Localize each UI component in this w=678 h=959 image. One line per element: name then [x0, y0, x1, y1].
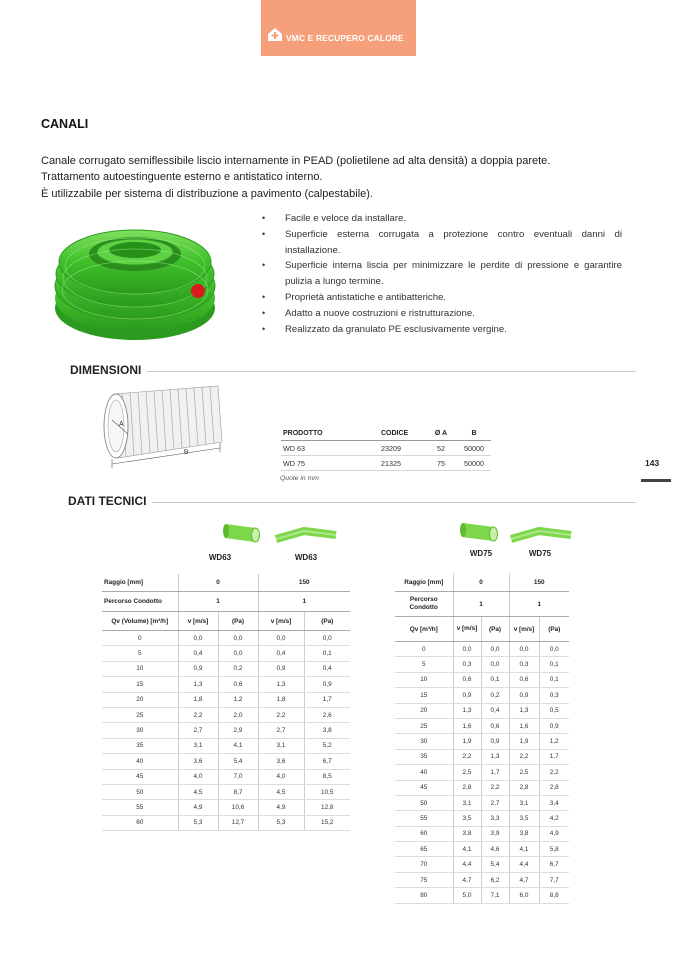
- table-cell: 60: [395, 826, 453, 841]
- table-cell: 3,1: [178, 738, 218, 753]
- table-row: [395, 811, 569, 826]
- length-label: B: [183, 448, 190, 457]
- table-cell: 4,7: [509, 872, 539, 887]
- table-cell: 12,7: [218, 815, 258, 830]
- table-row: [395, 872, 569, 887]
- percorso-row: [395, 592, 569, 617]
- technical-heading: DATI TECNICI: [68, 494, 152, 508]
- table-cell: 15: [102, 677, 178, 692]
- column-header-row: [102, 612, 350, 631]
- table-cell: 0,0: [481, 657, 509, 672]
- table-cell: 20: [102, 692, 178, 707]
- straight-pipe-icon: [222, 516, 267, 544]
- product-label: WD75: [469, 549, 493, 558]
- row-label: Raggio [mm]: [395, 573, 453, 592]
- table-row: [102, 738, 350, 753]
- page-title: CANALI: [41, 117, 89, 131]
- table-cell: 0,4: [481, 703, 509, 718]
- table-cell: 3,1: [453, 795, 481, 810]
- table-cell: 55: [395, 811, 453, 826]
- table-cell: 2,2: [178, 707, 218, 722]
- table-cell: 0,6: [481, 718, 509, 733]
- table-cell: 4,0: [258, 769, 304, 784]
- table-cell: 0: [453, 573, 509, 592]
- table-cell: 3,5: [509, 811, 539, 826]
- table-cell: 20: [395, 703, 453, 718]
- table-cell: 1,3: [258, 677, 304, 692]
- feature-item: • Realizzato da granulato PE esclusivamente vergine.: [262, 322, 622, 338]
- table-cell: 0,1: [304, 646, 350, 661]
- table-cell: 2,6: [304, 707, 350, 722]
- table-row: [395, 826, 569, 841]
- table-cell: 4,5: [258, 784, 304, 799]
- table-cell: 1,3: [481, 749, 509, 764]
- table-cell: 55: [102, 800, 178, 815]
- table-row: [102, 677, 350, 692]
- column-header: v [m/s]: [178, 612, 218, 631]
- table-cell: 1,3: [509, 703, 539, 718]
- table-cell: 4,4: [509, 857, 539, 872]
- table-cell: 5,2: [304, 738, 350, 753]
- table-cell: 5: [102, 646, 178, 661]
- table-cell: 4,1: [509, 842, 539, 857]
- table-cell: 2,8: [539, 780, 569, 795]
- table-cell: 5,4: [218, 754, 258, 769]
- feature-item: • Facile e veloce da installare.: [262, 211, 622, 227]
- product-label: WD63: [294, 553, 318, 562]
- table-cell: 4,7: [453, 872, 481, 887]
- table-cell: 0,0: [453, 642, 481, 657]
- table-cell: 1,2: [218, 692, 258, 707]
- table-cell: 4,1: [453, 842, 481, 857]
- table-cell: 50: [102, 784, 178, 799]
- table-cell: 2,7: [258, 723, 304, 738]
- table-row: [102, 784, 350, 799]
- table-row: [395, 672, 569, 687]
- table-cell: 2,7: [481, 795, 509, 810]
- bent-pipe-icon: [274, 521, 340, 545]
- table-cell: 0,0: [481, 642, 509, 657]
- table-cell: 2,2: [539, 765, 569, 780]
- table-cell: 0,9: [481, 734, 509, 749]
- table-cell: 0,9: [453, 688, 481, 703]
- percorso-row: [102, 592, 350, 612]
- table-row: [102, 815, 350, 830]
- column-header: (Pa): [304, 612, 350, 631]
- table-cell: 6,7: [304, 754, 350, 769]
- table-cell: 5,8: [539, 842, 569, 857]
- product-label: WD75: [528, 549, 552, 558]
- table-row: [281, 441, 491, 456]
- table-cell: 3,8: [509, 826, 539, 841]
- table-cell: 45: [395, 780, 453, 795]
- table-cell: 4,2: [539, 811, 569, 826]
- dimensions-table: [281, 426, 491, 471]
- table-cell: 6,7: [539, 857, 569, 872]
- table-cell: 3,5: [453, 811, 481, 826]
- table-row: [102, 692, 350, 707]
- table-row: [395, 642, 569, 657]
- table-cell: 2,2: [509, 749, 539, 764]
- table-row: [395, 718, 569, 733]
- table-cell: 3,9: [481, 826, 509, 841]
- row-label: Raggio [mm]: [102, 574, 178, 592]
- table-cell: 3,1: [509, 795, 539, 810]
- table-cell: 3,1: [258, 738, 304, 753]
- table-cell: 0,0: [258, 631, 304, 646]
- table-cell: 1,8: [258, 692, 304, 707]
- table-cell: 0,9: [304, 677, 350, 692]
- table-cell: 1: [509, 592, 569, 617]
- table-cell: 0,5: [539, 703, 569, 718]
- table-cell: 12,8: [304, 800, 350, 815]
- table-cell: 3,6: [258, 754, 304, 769]
- intro-text: [41, 153, 550, 202]
- feature-list: [262, 211, 622, 337]
- table-cell: 8,8: [539, 888, 569, 903]
- table-cell: 3,3: [481, 811, 509, 826]
- table-cell: 4,6: [481, 842, 509, 857]
- table-cell: 5,4: [481, 857, 509, 872]
- table-row: [102, 661, 350, 676]
- table-row: [395, 795, 569, 810]
- table-cell: 4,1: [218, 738, 258, 753]
- table-cell: 23209: [379, 441, 425, 456]
- intro-line: È utilizzabile per sistema di distribuzione a pavimento (calpestabile).: [41, 187, 373, 200]
- category-tab: [261, 0, 416, 56]
- table-cell: WD 75: [281, 456, 379, 471]
- table-cell: 0,9: [178, 661, 218, 676]
- table-cell: 70: [395, 857, 453, 872]
- table-cell: 3,8: [453, 826, 481, 841]
- table-header-row: [281, 426, 491, 441]
- table-row: [102, 631, 350, 646]
- table-cell: 5,0: [453, 888, 481, 903]
- table-cell: 0,3: [509, 657, 539, 672]
- table-cell: 7,7: [539, 872, 569, 887]
- feature-item: • Proprietà antistatiche e antibatteriche.: [262, 290, 622, 306]
- technical-table-wd75: [395, 573, 569, 904]
- table-row: [102, 646, 350, 661]
- table-cell: 1: [178, 592, 258, 612]
- table-cell: 7,1: [481, 888, 509, 903]
- table-cell: 15,2: [304, 815, 350, 830]
- table-row: [395, 657, 569, 672]
- table-row: [395, 888, 569, 903]
- table-cell: 60: [102, 815, 178, 830]
- table-cell: 52: [425, 441, 457, 456]
- column-header: B: [457, 426, 491, 441]
- table-cell: 2,2: [453, 749, 481, 764]
- table-cell: 10,6: [218, 800, 258, 815]
- table-cell: 150: [258, 574, 350, 592]
- technical-table-wd63: [102, 574, 350, 831]
- dimensions-note: Quote in mm: [280, 475, 319, 482]
- table-cell: 25: [102, 707, 178, 722]
- table-cell: 6,0: [509, 888, 539, 903]
- table-cell: 0,3: [453, 657, 481, 672]
- table-cell: 80: [395, 888, 453, 903]
- table-cell: 1,6: [453, 718, 481, 733]
- dimensions-heading: DIMENSIONI: [70, 363, 147, 377]
- table-cell: 0,9: [539, 718, 569, 733]
- table-cell: 1,9: [509, 734, 539, 749]
- table-cell: 10: [395, 672, 453, 687]
- column-header: (Pa): [218, 612, 258, 631]
- table-cell: 1: [453, 592, 509, 617]
- table-cell: 5,3: [178, 815, 218, 830]
- table-cell: 1,7: [481, 765, 509, 780]
- table-row: [395, 842, 569, 857]
- table-row: [102, 800, 350, 815]
- table-cell: 0,4: [258, 646, 304, 661]
- feature-item: • Superficie esterna corrugata a protezione contro eventuali danni di installazione.: [262, 227, 622, 259]
- table-cell: 0,0: [218, 631, 258, 646]
- product-label: WD63: [208, 553, 232, 562]
- table-cell: 5: [395, 657, 453, 672]
- table-cell: 4,9: [539, 826, 569, 841]
- table-cell: 1,2: [539, 734, 569, 749]
- table-cell: 0,6: [218, 677, 258, 692]
- table-row: [395, 765, 569, 780]
- table-row: [102, 769, 350, 784]
- table-cell: 0,2: [481, 688, 509, 703]
- table-cell: 0,4: [304, 661, 350, 676]
- section-divider: [70, 371, 636, 372]
- table-row: [395, 857, 569, 872]
- table-cell: 4,9: [258, 800, 304, 815]
- straight-pipe-icon: [458, 517, 503, 545]
- table-cell: 65: [395, 842, 453, 857]
- table-cell: 4,5: [178, 784, 218, 799]
- table-row: [395, 749, 569, 764]
- column-header: CODICE: [379, 426, 425, 441]
- table-cell: 0: [395, 642, 453, 657]
- column-header: v [m/s]: [453, 617, 481, 642]
- table-cell: 10,5: [304, 784, 350, 799]
- diameter-label: A: [119, 421, 124, 428]
- page-number-bar: [641, 479, 671, 482]
- raggio-row: [102, 574, 350, 592]
- table-cell: 1,8: [178, 692, 218, 707]
- column-header: PRODOTTO: [281, 426, 379, 441]
- table-cell: WD 63: [281, 441, 379, 456]
- table-cell: 1,7: [304, 692, 350, 707]
- table-cell: 0,1: [539, 657, 569, 672]
- table-cell: 2,8: [509, 780, 539, 795]
- table-cell: 0,1: [539, 672, 569, 687]
- table-cell: 40: [395, 765, 453, 780]
- table-row: [281, 456, 491, 471]
- row-label: Percorso Condotto: [102, 592, 178, 612]
- table-cell: 35: [395, 749, 453, 764]
- table-cell: 50000: [457, 441, 491, 456]
- table-row: [395, 780, 569, 795]
- table-cell: 0,2: [218, 661, 258, 676]
- table-cell: 4,0: [178, 769, 218, 784]
- table-cell: 21325: [379, 456, 425, 471]
- table-cell: 10: [102, 661, 178, 676]
- row-label: Percorso Condotto: [395, 592, 453, 617]
- table-cell: 0,9: [509, 688, 539, 703]
- table-cell: 3,8: [304, 723, 350, 738]
- table-cell: 150: [509, 573, 569, 592]
- table-cell: 6,2: [481, 872, 509, 887]
- table-cell: 75: [395, 872, 453, 887]
- table-cell: 4,9: [178, 800, 218, 815]
- column-header: (Pa): [539, 617, 569, 642]
- table-cell: 0,3: [539, 688, 569, 703]
- column-header: Qv [m³/h]: [395, 617, 453, 642]
- table-cell: 2,2: [481, 780, 509, 795]
- table-cell: 2,0: [218, 707, 258, 722]
- table-cell: 45: [102, 769, 178, 784]
- feature-item: • Adatto a nuove costruzioni e ristrutturazione.: [262, 306, 622, 322]
- table-cell: 0,0: [539, 642, 569, 657]
- column-header: (Pa): [481, 617, 509, 642]
- table-cell: 8,7: [218, 784, 258, 799]
- column-header: Qv (Volume) [m³/h]: [102, 612, 178, 631]
- table-cell: 2,2: [258, 707, 304, 722]
- table-cell: 0,9: [258, 661, 304, 676]
- raggio-row: [395, 573, 569, 592]
- table-cell: 15: [395, 688, 453, 703]
- table-cell: 30: [395, 734, 453, 749]
- category-label: VMC E RECUPERO CALORE: [286, 33, 404, 43]
- table-cell: 1: [258, 592, 350, 612]
- table-cell: 0: [178, 574, 258, 592]
- table-cell: 0,1: [481, 672, 509, 687]
- table-row: [395, 734, 569, 749]
- table-cell: 1,7: [539, 749, 569, 764]
- table-cell: 0,0: [218, 646, 258, 661]
- table-cell: 0,6: [453, 672, 481, 687]
- table-cell: 50000: [457, 456, 491, 471]
- column-header-row: [395, 617, 569, 642]
- table-cell: 35: [102, 738, 178, 753]
- table-cell: 75: [425, 456, 457, 471]
- table-cell: 30: [102, 723, 178, 738]
- intro-line: Canale corrugato semiflessibile liscio internamente in PEAD (polietilene ad alta densità) a doppia parete.: [41, 155, 551, 167]
- table-cell: 50: [395, 795, 453, 810]
- table-row: [395, 703, 569, 718]
- table-cell: 3,6: [178, 754, 218, 769]
- pipe-dimension-diagram: [92, 380, 237, 472]
- corrugated-pipe-coil-image: [50, 222, 220, 344]
- table-cell: 2,7: [178, 723, 218, 738]
- table-cell: 0: [102, 631, 178, 646]
- table-row: [395, 688, 569, 703]
- table-cell: 8,5: [304, 769, 350, 784]
- section-divider: [68, 502, 636, 503]
- table-cell: 4,4: [453, 857, 481, 872]
- table-cell: 1,6: [509, 718, 539, 733]
- table-row: [102, 723, 350, 738]
- table-cell: 3,4: [539, 795, 569, 810]
- table-cell: 0,6: [509, 672, 539, 687]
- table-cell: 1,9: [453, 734, 481, 749]
- column-header: v [m/s]: [509, 617, 539, 642]
- table-cell: 1,3: [453, 703, 481, 718]
- column-header: Ø A: [425, 426, 457, 441]
- bent-pipe-icon: [509, 521, 575, 545]
- table-cell: 25: [395, 718, 453, 733]
- table-row: [102, 754, 350, 769]
- table-cell: 40: [102, 754, 178, 769]
- table-row: [102, 707, 350, 722]
- table-cell: 2,8: [453, 780, 481, 795]
- house-plus-icon: [267, 27, 283, 42]
- table-cell: 2,5: [453, 765, 481, 780]
- table-cell: 0,4: [178, 646, 218, 661]
- table-cell: 0,0: [509, 642, 539, 657]
- page-number: 143: [645, 458, 660, 468]
- table-cell: 5,3: [258, 815, 304, 830]
- table-cell: 1,3: [178, 677, 218, 692]
- table-cell: 7,0: [218, 769, 258, 784]
- table-cell: 0,0: [178, 631, 218, 646]
- table-cell: 2,9: [218, 723, 258, 738]
- column-header: v [m/s]: [258, 612, 304, 631]
- intro-line: Trattamento autoestinguente esterno e antistatico interno.: [41, 171, 323, 184]
- table-cell: 0,0: [304, 631, 350, 646]
- table-cell: 2,5: [509, 765, 539, 780]
- feature-item: • Superficie interna liscia per minimizzare le perdite di pressione e garantire pulizia a lungo termine.: [262, 258, 622, 290]
